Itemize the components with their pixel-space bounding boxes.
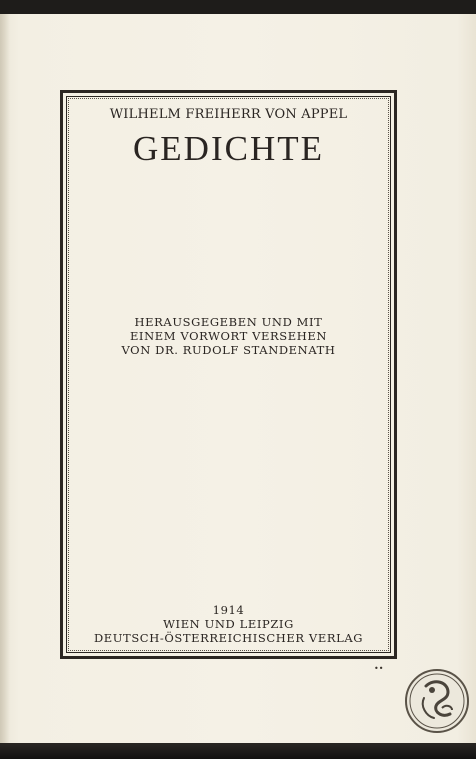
author-name: WILHELM FREIHERR VON APPEL xyxy=(109,107,348,122)
ornamental-stamp-icon xyxy=(404,668,470,734)
book-title-page xyxy=(0,14,476,743)
title-page-frame xyxy=(60,90,397,659)
editor-statement xyxy=(63,315,394,357)
gutter-shadow xyxy=(0,14,10,743)
book-title: GEDICHTE xyxy=(133,129,324,168)
scan-bottom-edge xyxy=(0,743,476,759)
frame-inner-rule xyxy=(66,96,391,653)
publication-year: 1914 xyxy=(212,603,245,617)
editor-line-2: EINEM VORWORT VERSEHEN xyxy=(129,329,328,343)
frame-dotted-rule xyxy=(68,98,389,651)
editor-line-1: HERAUSGEGEBEN UND MIT xyxy=(134,315,323,329)
publication-place: WIEN UND LEIPZIG xyxy=(163,617,294,631)
editor-line-3: VON DR. RUDOLF STANDENATH xyxy=(121,343,336,357)
publisher-name: DEUTSCH-ÖSTERREICHISCHER VERLAG xyxy=(93,631,364,645)
printer-mark: •• xyxy=(374,664,384,673)
imprint-block xyxy=(63,603,394,645)
